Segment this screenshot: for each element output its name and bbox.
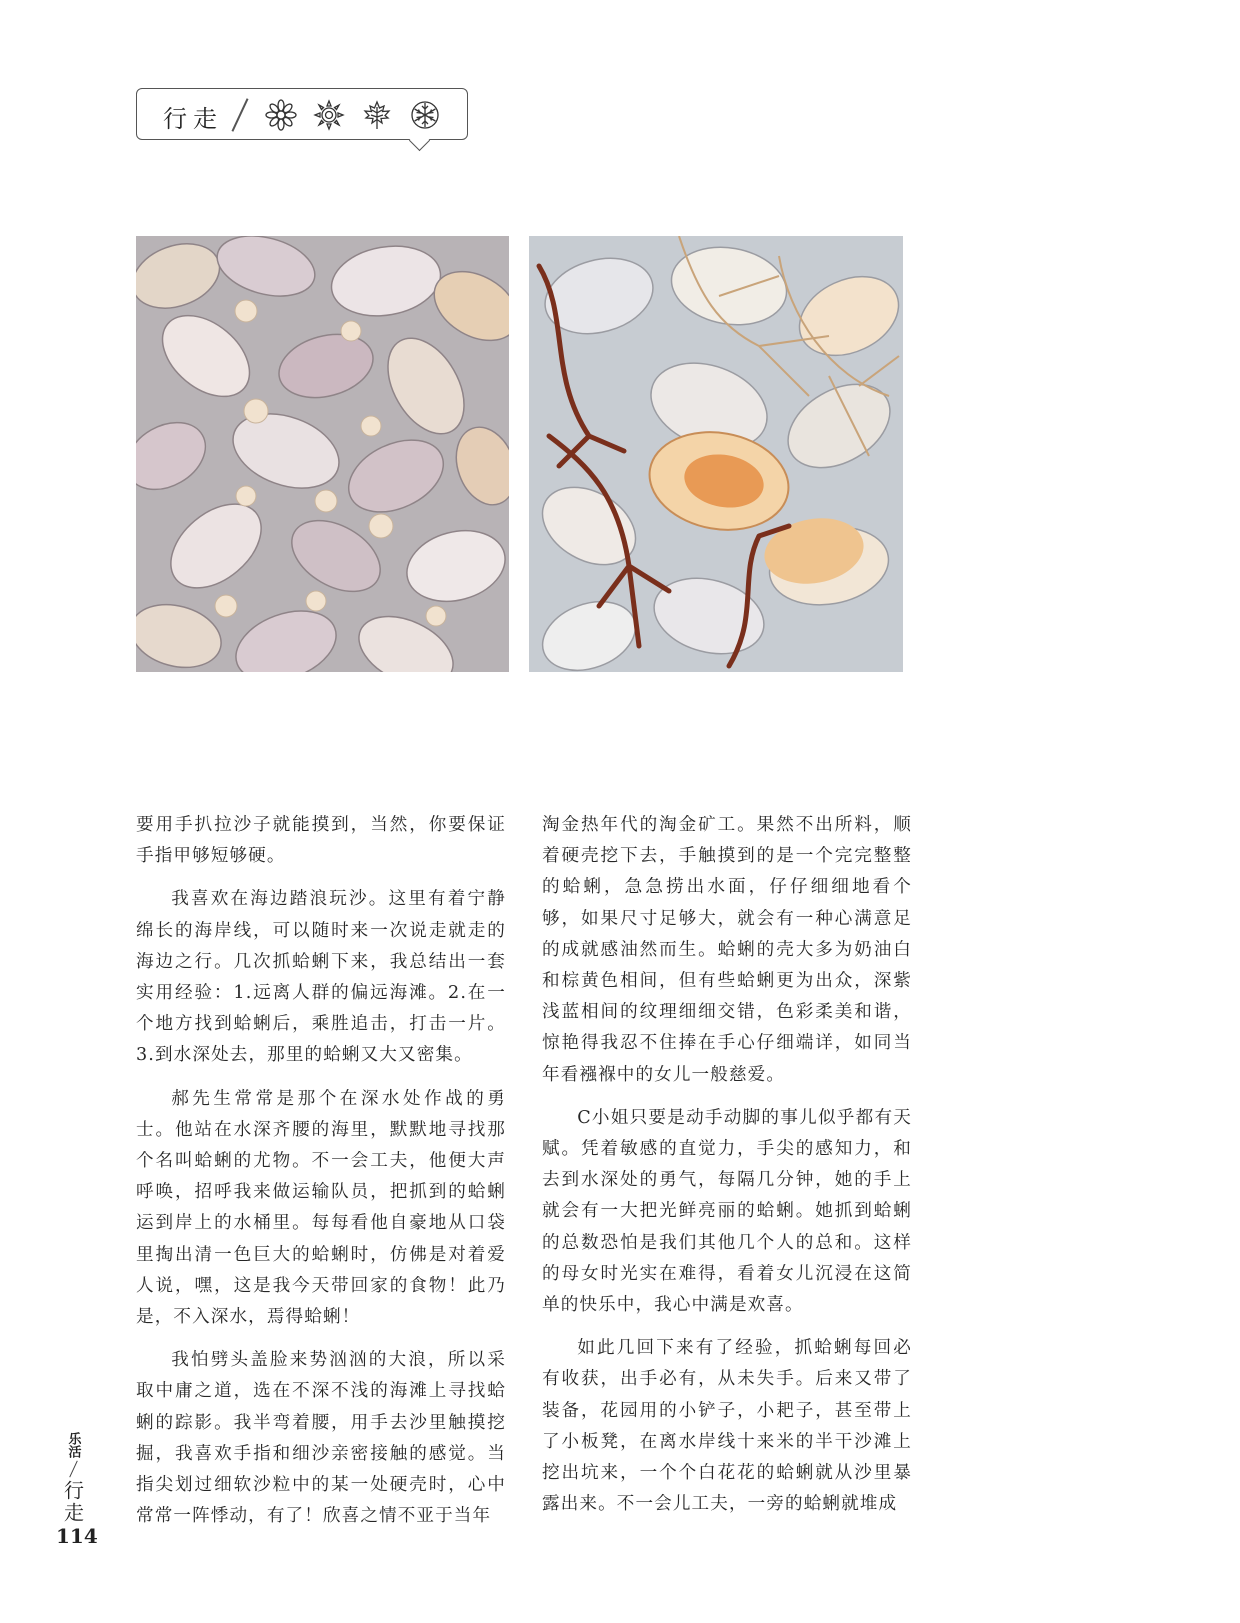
paragraph: C小姐只要是动手动脚的事儿似乎都有天赋。凭着敏感的直觉力，手尖的感知力，和去到水深处的勇气，每隔几分钟，她的手上就会有一大把光鲜亮丽的蛤蜊。她抓到蛤蜊的总数恐怕是我们其他几个人的总和。这样的母女时光实在难得，看着女儿沉浸在这简单的快乐中，我心中满是欢喜。 bbox=[542, 1107, 912, 1316]
paragraph: 要用手扒拉沙子就能摸到，当然，你要保证手指甲够短够硬。 bbox=[136, 815, 506, 867]
paragraph: 我喜欢在海边踏浪玩沙。这里有着宁静绵长的海岸线，可以随时来一次说走就走的海边之行。几次抓蛤蜊下来，我总结出一套实用经验：1.远离人群的偏远海滩。2.在一个地方找到蛤蜊后，乘胜追击，打击一片。3.到水深处去，那里的蛤蜊又大又密集。 bbox=[136, 889, 506, 1066]
article-column-right bbox=[542, 810, 912, 1532]
section-label-small: 乐活 bbox=[65, 1432, 81, 1458]
header-divider bbox=[231, 98, 248, 131]
paragraph: 我怕劈头盖脸来势汹汹的大浪，所以采取中庸之道，选在不深不浅的海滩上寻找蛤蜊的踪影。我半弯着腰，用手去沙里触摸挖掘，我喜欢手指和细沙亲密接触的感觉。当指尖划过细软沙粒中的某一处硬壳时，心中常常一阵悸动，有了！欣喜之情不亚于当年 bbox=[136, 1350, 506, 1527]
paragraph: 郝先生常常是那个在深水处作战的勇士。他站在水深齐腰的海里，默默地寻找那个名叫蛤蜊的尤物。不一会工夫，他便大声呼唤，招呼我来做运输队员，把抓到的蛤蜊运到岸上的水桶里。每每看他自豪地从口袋里掏出清一色巨大的蛤蜊时，仿佛是对着爱人说，嘿，这是我今天带回家的食物！此乃是，不入深水，焉得蛤蜊！ bbox=[136, 1088, 506, 1328]
clams-photo bbox=[136, 236, 509, 672]
section-label-big: 行走 bbox=[60, 1480, 85, 1524]
maple-leaf-icon bbox=[361, 99, 393, 131]
clams-seaweed-photo bbox=[529, 236, 903, 672]
paragraph: 淘金热年代的淘金矿工。果然不出所料，顺着硬壳挖下去，手触摸到的是一个完完整整的蛤蜊，急急捞出水面，仔仔细细地看个够，如果尺寸足够大，就会有一种心满意足的成就感油然而生。蛤蜊的壳大多为奶油白和棕黄色相间，但有些蛤蜊更为出众，深紫浅蓝相间的纹理细细交错，色彩柔美和谐，惊艳得我忍不住捧在手心仔细端详，如同当年看襁褓中的女儿一般慈爱。 bbox=[542, 815, 912, 1085]
article-column-left bbox=[136, 810, 506, 1544]
section-label-divider bbox=[69, 1461, 78, 1478]
paragraph: 如此几回下来有了经验，抓蛤蜊每回必有收获，出手必有，从未失手。后来又带了装备，花园用的小铲子，小耙子，甚至带上了小板凳，在离水岸线十来米的半干沙滩上挖出坑来，一个个白花花的蛤蜊就从沙里暴露出来。不一会儿工夫，一旁的蛤蜊就堆成 bbox=[542, 1338, 912, 1515]
section-label bbox=[58, 1432, 88, 1524]
sun-icon bbox=[313, 99, 345, 131]
section-title: 行走 bbox=[163, 105, 223, 133]
snowflake-icon bbox=[409, 99, 441, 131]
flower-icon bbox=[265, 99, 297, 131]
page-number: 114 bbox=[56, 1524, 98, 1548]
